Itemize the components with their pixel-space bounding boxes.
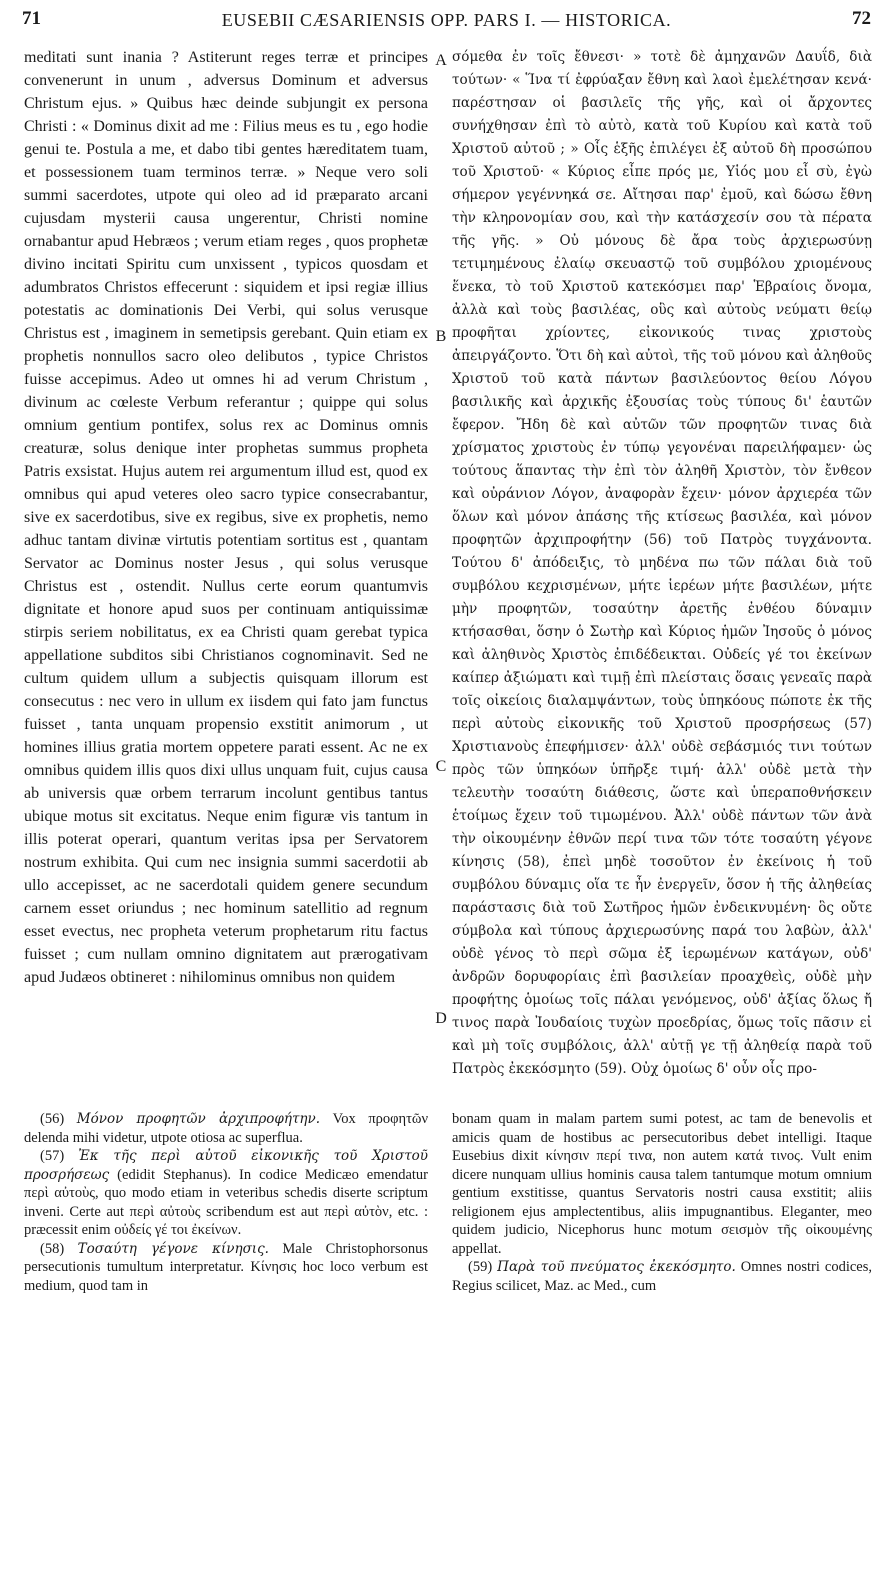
- margin-marker-a: A: [435, 52, 447, 69]
- footnote-number: (56): [40, 1111, 65, 1127]
- footnote-text: (edidit Stephanus). In codice Medicæo emendatur περὶ αὐτοὺς, quo modo etiam in veteribus schedis diserte scriptum inveni. Certe aut περὶ αὐτοὺς scribendum est aut περὶ αὐτὸν, etc. : præcessit enim οὐδείς γέ τοι ἐκείνων.: [24, 1166, 428, 1238]
- footnote-58-continued: [452, 1110, 872, 1258]
- greek-text: σόμεθα ἐν τοῖς ἔθνεσι· » τοτὲ δὲ ἀμηχανῶν Δαυΐδ, διὰ τούτων· « Ἵνα τί ἐφρύαξαν ἔθνη καὶ λαοὶ ἐμελέτησαν κενά· παρέστησαν οἱ βασιλεῖς τῆς γῆς, καὶ οἱ ἄρχοντες συνήχθησαν ἐπὶ τὸ αὐτὸ, κατὰ τοῦ Κυρίου καὶ κατὰ τοῦ Χριστοῦ αὐτοῦ ; » Οἷς ἑξῆς ἐπιλέγει ἐξ αὐτοῦ δὴ προσώπου τοῦ Χριστοῦ· « Κύριος εἶπε πρός με, Υἱός μου εἶ σὺ, ἐγὼ σήμερον γεγέννηκά σε. Αἴτησαι παρ' ἐμοῦ, καὶ δώσω ἔθνη τὴν κληρονομίαν σου, καὶ τὴν κατάσχεσίν σου τὰ πέρατα τῆς γῆς. » Οὐ μόνους δὲ ἄρα τοὺς ἀρχιερωσύνῃ τετιμημένους ἐλαίῳ σκευαστῷ τοῦ συμβόλου χριομένους ἕνεκα, τὸ τοῦ Χριστοῦ κατεκόσμει παρ' Ἑβραίοις ὄνομα, ἀλλὰ καὶ τοὺς βασιλέας, οὓς καὶ αὐτοὺς νεύματι θείῳ προφῆται χρίοντες, εἰκονικούς τινας χριστοὺς ἀπειργάζοντο. Ὅτι δὴ καὶ αὐτοὶ, τῆς τοῦ μόνου καὶ ἀληθοῦς Χριστοῦ τοῦ κατὰ πάντων βασιλεύοντος θείου Λόγου βασιλικῆς καὶ ἀρχικῆς ἐξουσίας τοὺς τύπους δι' ἑαυτῶν ἔφερον. Ἤδη δὲ καὶ αὐτῶν τῶν προφητῶν τινας διὰ χρίσματος χριστοὺς ἐν τύπῳ γεγονέναι παρειλήφαμεν· ὡς τούτους ἅπαντας τὴν ἐπὶ τὸν ἀληθῆ Χριστὸν, τὸν ἔνθεον καὶ οὐράνιον Λόγον, ἀναφορὰν ἔχειν· μόνον ἀρχιερέα τῶν ὅλων καὶ μόνον ἁπάσης τῆς κτίσεως βασιλέα, καὶ μόνον προφητῶν ἀρχιπροφήτην (56) τοῦ Πατρὸς τυγχάνοντα. Τούτου δ' ἀπόδειξις, τὸ μηδένα πω τῶν πάλαι διὰ τοῦ συμβόλου κεχρισμένων, μήτε ἱερέων μήτε βασιλέων, μήτε μὴν προφητῶν, τοσαύτην ἀρετῆς ἐνθέου δύναμιν κτήσασθαι, ὅσην ὁ Σωτὴρ καὶ Κύριος ἡμῶν Ἰησοῦς ὁ μόνος καὶ ἀληθινὸς Χριστὸς ἐπιδέδεικται. Οὐδείς γέ τοι ἐκείνων καίπερ ἀξιώματι καὶ τιμῇ ἐπὶ πλείσταις ὅσαις γενεαῖς παρὰ τοῖς οἰκείοις διαλαμψάντων, τοὺς ὑπηκόους πώποτε ἐκ τῆς περὶ αὐτοὺς εἰκονικῆς τοῦ Χριστοῦ προσρήσεως (57) Χριστιανοὺς ἐπεφήμισεν· ἀλλ' οὐδὲ σεβάσμιός τινι τούτων πρὸς τῶν ὑπηκόων ὑπῆρξε τιμή· ἀλλ' οὐδὲ μετὰ τὴν τελευτὴν τοσαύτη διάθεσις, ὥστε καὶ ὑπεραποθνήσκειν ἑτοίμως ἔχειν τοῦ τιμωμένου. Ἀλλ' οὐδὲ πάντων τῶν ἀνὰ τὴν οἰκουμένην ἐθνῶν περί τινα τῶν τότε τοσαύτη γέγονε κίνησις (58), ἐπεὶ μηδὲ τοσοῦτον ἐν ἐκείνοις ἡ τοῦ συμβόλου δύναμις οἵα τε ἦν ἐνεργεῖν, ὅσον ἡ τῆς ἀληθείας παράστασις διὰ τοῦ Σωτῆρος ἡμῶν ἐνδεικνυμένη· ὃς οὔτε σύμβολα καὶ τύπους ἀρχιερωσύνης παρά του λαβὼν, ἀλλ' οὐδὲ γένος τὸ περὶ σῶμα ἐξ ἱερωμένων κατάγων, οὐδ' ἀνδρῶν δορυφορίαις ἐπὶ βασιλείαν προαχθεὶς, οὐδὲ μὴν προφήτης ὁμοίως τοῖς πάλαι γενόμενος, οὐδ' ἀξίας ὅλως ἤ τινος παρὰ Ἰουδαίοις τυχὼν προεδρίας, ὅμως τοῖς πᾶσιν εἰ καὶ μὴ τοῖς συμβόλοις, ἀλλ' αὐτῇ γε τῇ ἀληθείᾳ παρὰ τοῦ Πατρὸς ἐκεκόσμητο (59). Οὐχ ὁμοίως δ' οὖν οἷς προ-: [452, 49, 872, 1077]
- footnote-number: (59): [468, 1259, 493, 1275]
- footnote-lemma: Ἐκ τῆς περὶ αὐτοῦ εἰκονικῆς τοῦ Χριστοῦ προσρήσεως: [24, 1148, 428, 1183]
- margin-markers: [432, 46, 450, 1096]
- greek-column: [452, 46, 872, 1096]
- footnote-56: [24, 1110, 428, 1147]
- running-head: [22, 8, 871, 38]
- footnotes-right: [452, 1110, 872, 1580]
- margin-marker-c: C: [435, 758, 447, 775]
- footnote-lemma: Μόνον προφητῶν ἀρχιπροφήτην.: [76, 1111, 321, 1127]
- footnote-number: (57): [40, 1148, 65, 1164]
- margin-marker-b: B: [435, 328, 447, 345]
- footnote-59: [452, 1258, 872, 1295]
- footnote-text: Omnes nostri codices, Regius scilicet, Maz. ac Med., cum: [452, 1259, 872, 1294]
- footnote-number: (58): [40, 1240, 65, 1257]
- footnote-lemma: Τοσαύτη γέγονε κίνησις.: [77, 1240, 269, 1257]
- footnotes-left: [24, 1110, 428, 1580]
- latin-column: [24, 46, 428, 1096]
- page-number-left: 71: [22, 8, 41, 29]
- footnote-text: Vox προφητῶν delenda mihi videtur, utpote otiosa ac superflua.: [24, 1111, 428, 1146]
- page-number-right: 72: [852, 8, 871, 29]
- footnote-57: [24, 1147, 428, 1240]
- footnote-text: bonam quam in malam partem sumi potest, ac tam de benevolis et amicis quam de hostibus ac persecutoribus debet intelligi. Itaque Eusebius dixit κίνησιν περί τινα, non autem κατά τινος. Vult enim dicere nunquam ullius hominis causa talem tantumque motum omnium gentium exstitisse, quantus Servatoris nostri causa exstitit; aliis religionem ejus amplectentibus, aliis impugnantibus. Eleganter, meo quidem judicio, Nicephorus hunc motum σεισμὸν τῆς οἰκουμένης appellat.: [452, 1111, 872, 1257]
- latin-text: meditati sunt inania ? Astiterunt reges terræ et principes convenerunt in unum , adversus Dominum et adversus Christum ejus. » Quibus hæc deinde subjungit ex persona Christi : « Dominus dixit ad me : Filius meus es tu , ego hodie genui te. Postula a me, et dabo tibi gentes hæreditatem tuam, et possessionem tuam terminos terræ. » Neque vero soli summi sacerdotes, utpote qui oleo ad id præparato arcani cujusdam mysterii causa ungerentur, Christi nomine ornabantur apud Hebræos ; verum etiam reges , quos prophetæ divino incitati Spiritu cum unxissent , typicos quosdam et adumbratos Christos effecerunt : siquidem et ipsi regiæ illius potestatis ac dominationis Dei Verbi, qui solus verusque Christus est , imaginem in semetipsis gerebant. Quin etiam ex prophetis nonnullos sacro oleo delibutos , typice Christos fuisse accepimus. Adeo ut omnes hi ad verum Christum , divinum ac cœleste Verbum referantur ; quippe qui solus omnium gentium pontifex, solus rex ac Dominus omnis creaturæ, solus denique inter prophetas summus propheta Patris exsistat. Hujus autem rei argumentum illud est, quod ex omnibus qui apud veteres oleo sacro typice consecrabantur, sive ex sacerdotibus, sive ex regibus, sive ex prophetis, nemo adhuc tantam divinæ virtutis potentiam sortitus est , quantam Servator ac Dominus noster Jesus , qui solus verusque Christus est , ostendit. Nullus certe eorum quantumvis dignitate et honore apud suos per continuam antiquissimæ stirpis seriem nobilitatus, ex ea Christi quam gerebat typica appellatione subditos sibi Christianos cognominavit. Sed ne cultum quidem ullum a subjectis quisquam illorum est consecutus : nec vero in ullum ex iisdem qui fato jam functus fuisset , tanta unquam propensio exstitit animorum , ut homines illius gratia mortem oppetere parati essent. Ac ne ex omnibus quidem illis quos dixi ullus unquam fuit, cujus causa ab universis quæ orbem terrarum incolunt gentibus tantus ubique motus sit excitatus. Neque enim figuræ vis tantum in illis poterat operari, quantum veritas ipsa per Servatorem nostrum exhibita. Qui cum nec insignia summi sacerdotii ab ullo accepisset, ac ne sacerdotali quidem genere secundum carnem esset oriundus ; nec hominum satellitio ad regnum esset evectus, nec propheta veterum prophetarum ritu factus fuisset ; cum nullam omnino dignitatem aut prærogativam apud Judæos obtineret : nihilominus omnibus non quidem: [24, 49, 428, 986]
- footnote-text: Male Christophorsonus persecutionis tumultum interpretatur. Κίνησις hoc loco verbum est medium, quod tam in: [24, 1240, 428, 1294]
- margin-marker-d: D: [435, 1010, 447, 1027]
- running-title: EUSEBII CÆSARIENSIS OPP. PARS I. — HISTORICA.: [221, 10, 672, 30]
- footnote-lemma: Παρὰ τοῦ πνεύματος ἐκεκόσμητο.: [497, 1259, 736, 1275]
- footnote-58: [24, 1240, 428, 1296]
